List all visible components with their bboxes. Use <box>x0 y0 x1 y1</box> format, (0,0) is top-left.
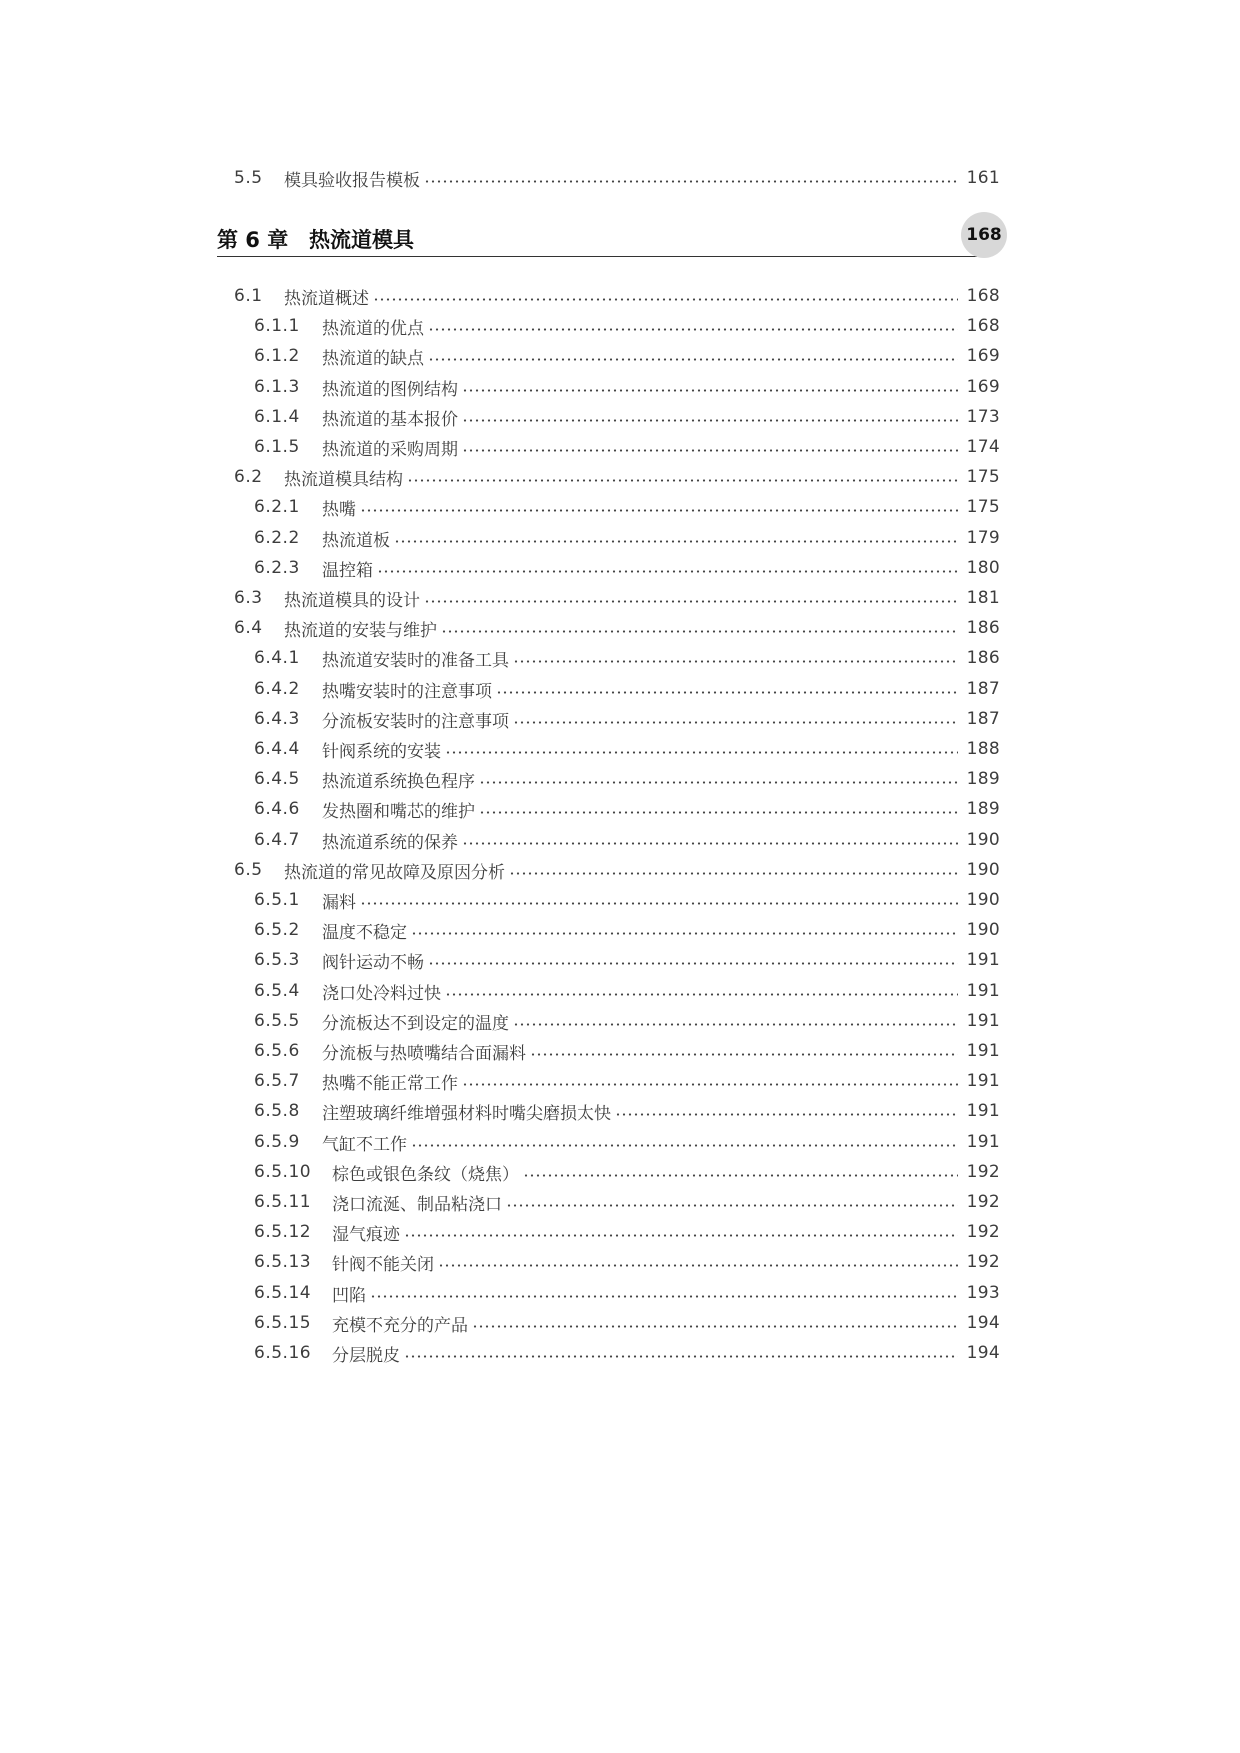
toc-entry[interactable] <box>0 885 1000 915</box>
dot-leader <box>496 691 958 694</box>
toc-entry-number: 6.1.1 <box>254 316 300 336</box>
toc-entry-title: 阀针运动不畅 <box>322 952 424 973</box>
toc-entry[interactable] <box>0 855 1000 885</box>
toc-entry[interactable] <box>0 402 1000 432</box>
toc-entry-page: 179 <box>966 528 1000 548</box>
dot-leader <box>370 1295 958 1298</box>
toc-entry-number: 6.2.1 <box>254 497 300 517</box>
dot-leader <box>513 1023 958 1026</box>
dot-leader <box>462 842 958 845</box>
toc-entry-page: 191 <box>966 1101 1000 1121</box>
toc-entry-title: 棕色或银色条纹（烧焦） <box>332 1164 519 1185</box>
toc-entry-title: 热流道的常见故障及原因分析 <box>284 862 505 883</box>
toc-entry-number: 6.5.15 <box>254 1313 312 1333</box>
dot-leader <box>479 811 958 814</box>
dot-leader <box>462 389 958 392</box>
toc-entry-title: 热流道的基本报价 <box>322 409 458 430</box>
toc-entry-number: 6.5.2 <box>254 920 300 940</box>
dot-leader <box>462 449 958 452</box>
dot-leader <box>513 721 958 724</box>
toc-entry-title: 充模不充分的产品 <box>332 1315 468 1336</box>
toc-entry-page: 169 <box>966 377 1000 397</box>
toc-entry-page: 193 <box>966 1283 1000 1303</box>
chapter-title: 热流道模具 <box>309 228 414 252</box>
toc-entry-title: 分流板与热喷嘴结合面漏料 <box>322 1043 526 1064</box>
toc-entry[interactable] <box>0 613 1000 643</box>
toc-entry-title: 热流道模具结构 <box>284 469 403 490</box>
toc-entry-title: 温度不稳定 <box>322 922 407 943</box>
toc-entry[interactable] <box>0 281 1000 311</box>
toc-entry-page: 191 <box>966 1071 1000 1091</box>
toc-entry-title: 分流板达不到设定的温度 <box>322 1013 509 1034</box>
toc-entry-number: 6.1.5 <box>254 437 300 457</box>
dot-leader <box>513 660 958 663</box>
toc-entry[interactable] <box>0 915 1000 945</box>
dot-leader <box>404 1234 958 1237</box>
toc-entry[interactable] <box>0 462 1000 492</box>
toc-entry-title: 热嘴安装时的注意事项 <box>322 681 492 702</box>
toc-entry[interactable] <box>0 583 1000 613</box>
toc-entry-number: 6.4.5 <box>254 769 300 789</box>
toc-entry-title: 浇口处冷料过快 <box>322 983 441 1004</box>
toc-entry-page: 190 <box>966 890 1000 910</box>
dot-leader <box>445 751 958 754</box>
toc-entry-title: 热流道的优点 <box>322 318 424 339</box>
toc-entry-number: 6.5 <box>234 860 263 880</box>
toc-entry[interactable] <box>0 734 1000 764</box>
toc-entry-title: 热流道系统换色程序 <box>322 771 475 792</box>
toc-entry-number: 6.5.3 <box>254 950 300 970</box>
toc-entry-number: 6.2.2 <box>254 528 300 548</box>
toc-entry-number: 6.5.12 <box>254 1222 312 1242</box>
toc-entry[interactable] <box>0 1127 1000 1157</box>
toc-entry-title: 热流道系统的保养 <box>322 832 458 853</box>
dot-leader <box>373 298 958 301</box>
toc-entry-number: 6.1.2 <box>254 346 300 366</box>
toc-entry-number: 6.5.16 <box>254 1343 312 1363</box>
toc-entry-number: 6.5.14 <box>254 1283 312 1303</box>
dot-leader <box>462 1083 958 1086</box>
toc-entry-number: 6.3 <box>234 588 263 608</box>
toc-entry-number: 6.5.5 <box>254 1011 300 1031</box>
toc-entry-page: 190 <box>966 860 1000 880</box>
toc-entry-number: 6.4.2 <box>254 679 300 699</box>
toc-entry-page: 189 <box>966 799 1000 819</box>
toc-entry-number: 6.5.11 <box>254 1192 312 1212</box>
toc-entry-page: 180 <box>966 558 1000 578</box>
toc-entry[interactable] <box>0 704 1000 734</box>
dot-leader <box>445 993 958 996</box>
toc-entry[interactable] <box>0 311 1000 341</box>
toc-entry-title: 针阀不能关闭 <box>332 1254 434 1275</box>
toc-entry[interactable] <box>0 1157 1000 1187</box>
toc-entry-number: 6.5.8 <box>254 1101 300 1121</box>
toc-entry[interactable] <box>0 1247 1000 1277</box>
toc-entry-page: 192 <box>966 1162 1000 1182</box>
toc-entry[interactable] <box>0 1066 1000 1096</box>
toc-entry[interactable] <box>0 1338 1000 1368</box>
dot-leader <box>479 781 958 784</box>
toc-entry[interactable] <box>0 1006 1000 1036</box>
toc-entry-title: 气缸不工作 <box>322 1134 407 1155</box>
dot-leader <box>615 1113 958 1116</box>
toc-entry[interactable] <box>0 1096 1000 1126</box>
toc-entry-page: 168 <box>966 316 1000 336</box>
toc-entry-number: 6.1.4 <box>254 407 300 427</box>
toc-entry-number: 6.2 <box>234 467 263 487</box>
toc-entry[interactable] <box>0 1187 1000 1217</box>
dot-leader <box>377 570 958 573</box>
toc-entry-number: 6.5.9 <box>254 1132 300 1152</box>
toc-entry-page: 187 <box>966 709 1000 729</box>
toc-entry-title: 湿气痕迹 <box>332 1224 400 1245</box>
toc-entry-number: 6.4.7 <box>254 830 300 850</box>
toc-entry[interactable] <box>0 764 1000 794</box>
toc-entry-page: 181 <box>966 588 1000 608</box>
toc-entry-number: 6.1 <box>234 286 263 306</box>
dot-leader <box>411 932 958 935</box>
toc-entry[interactable] <box>0 643 1000 673</box>
toc-entry-title: 热嘴不能正常工作 <box>322 1073 458 1094</box>
toc-entry-title: 凹陷 <box>332 1285 366 1306</box>
dot-leader <box>438 1264 958 1267</box>
toc-entry[interactable] <box>0 1278 1000 1308</box>
toc-entry[interactable] <box>0 976 1000 1006</box>
dot-leader <box>523 1174 958 1177</box>
toc-entry-page: 175 <box>966 467 1000 487</box>
toc-entry-page: 191 <box>966 1041 1000 1061</box>
toc-entry-page: 175 <box>966 497 1000 517</box>
toc-entry-page: 174 <box>966 437 1000 457</box>
toc-entry-title: 热流道的图例结构 <box>322 379 458 400</box>
toc-entry-page: 191 <box>966 950 1000 970</box>
toc-entry-page: 161 <box>966 168 1000 188</box>
toc-entry[interactable] <box>0 1036 1000 1066</box>
dot-leader <box>530 1053 958 1056</box>
toc-entry-page: 191 <box>966 981 1000 1001</box>
toc-entry-page: 173 <box>966 407 1000 427</box>
dot-leader <box>360 902 958 905</box>
dot-leader <box>506 1204 958 1207</box>
toc-entry-title: 模具验收报告模板 <box>284 170 420 191</box>
toc-entry[interactable] <box>0 1308 1000 1338</box>
toc-entry-number: 6.4.3 <box>254 709 300 729</box>
toc-entry-page: 168 <box>966 286 1000 306</box>
toc-entry-title: 热流道板 <box>322 530 390 551</box>
toc-entry[interactable] <box>0 163 1000 193</box>
toc-entry-number: 6.1.3 <box>254 377 300 397</box>
toc-entry-title: 发热圈和嘴芯的维护 <box>322 801 475 822</box>
toc-entry-page: 186 <box>966 618 1000 638</box>
toc-entry-title: 浇口流涎、制品粘浇口 <box>332 1194 502 1215</box>
toc-entry-page: 191 <box>966 1011 1000 1031</box>
toc-entry-page: 189 <box>966 769 1000 789</box>
dot-leader <box>462 419 958 422</box>
toc-entry[interactable] <box>0 553 1000 583</box>
toc-entry-number: 6.4.6 <box>254 799 300 819</box>
toc-entry-number: 6.5.6 <box>254 1041 300 1061</box>
toc-entry-title: 热嘴 <box>322 499 356 520</box>
toc-entry-number: 6.5.1 <box>254 890 300 910</box>
toc-entry-title: 热流道概述 <box>284 288 369 309</box>
toc-entry[interactable] <box>0 432 1000 462</box>
dot-leader <box>428 328 958 331</box>
dot-leader <box>411 1144 958 1147</box>
toc-entry-title: 分流板安装时的注意事项 <box>322 711 509 732</box>
toc-entry-title: 热流道的安装与维护 <box>284 620 437 641</box>
toc-entry-title: 热流道的采购周期 <box>322 439 458 460</box>
toc-entry-number: 6.2.3 <box>254 558 300 578</box>
toc-entry-number: 6.5.7 <box>254 1071 300 1091</box>
toc-entry-number: 5.5 <box>234 168 263 188</box>
dot-leader <box>472 1325 958 1328</box>
chapter-page-badge: 168 <box>961 212 1007 258</box>
toc-entry-page: 191 <box>966 1132 1000 1152</box>
toc-entry[interactable] <box>0 341 1000 371</box>
dot-leader <box>404 1355 958 1358</box>
toc-entry-page: 190 <box>966 920 1000 940</box>
toc-entry-page: 188 <box>966 739 1000 759</box>
toc-entry-page: 186 <box>966 648 1000 668</box>
toc-entry[interactable] <box>0 674 1000 704</box>
toc-entry[interactable] <box>0 1217 1000 1247</box>
dot-leader <box>360 509 958 512</box>
toc-entry-title: 热流道安装时的准备工具 <box>322 650 509 671</box>
toc-entry-number: 6.4.1 <box>254 648 300 668</box>
toc-entry-page: 194 <box>966 1343 1000 1363</box>
toc-entry-number: 6.5.4 <box>254 981 300 1001</box>
toc-entry-page: 187 <box>966 679 1000 699</box>
toc-entry-page: 169 <box>966 346 1000 366</box>
dot-leader <box>407 479 958 482</box>
toc-entry-page: 192 <box>966 1252 1000 1272</box>
chapter-heading[interactable] <box>217 218 977 257</box>
toc-entry[interactable] <box>0 825 1000 855</box>
toc-entry-title: 温控箱 <box>322 560 373 581</box>
dot-leader <box>394 540 958 543</box>
toc-entry[interactable] <box>0 945 1000 975</box>
dot-leader <box>424 180 958 183</box>
toc-entry-title: 分层脱皮 <box>332 1345 400 1366</box>
dot-leader <box>428 962 958 965</box>
toc-entry-title: 热流道的缺点 <box>322 348 424 369</box>
toc-entry-number: 6.5.13 <box>254 1252 312 1272</box>
toc-entry[interactable] <box>0 523 1000 553</box>
chapter-number: 第 6 章 <box>217 228 289 252</box>
dot-leader <box>428 358 958 361</box>
dot-leader <box>509 872 958 875</box>
toc-entry[interactable] <box>0 794 1000 824</box>
toc-entry-title: 热流道模具的设计 <box>284 590 420 611</box>
toc-entry-title: 针阀系统的安装 <box>322 741 441 762</box>
dot-leader <box>424 600 958 603</box>
toc-entry-title: 漏料 <box>322 892 356 913</box>
toc-entry-page: 192 <box>966 1192 1000 1212</box>
toc-entry[interactable] <box>0 492 1000 522</box>
toc-entry-number: 6.4 <box>234 618 263 638</box>
toc-entry-page: 194 <box>966 1313 1000 1333</box>
toc-entry-page: 192 <box>966 1222 1000 1242</box>
toc-entry-number: 6.4.4 <box>254 739 300 759</box>
dot-leader <box>441 630 958 633</box>
toc-entry-number: 6.5.10 <box>254 1162 312 1182</box>
toc-entry-title: 注塑玻璃纤维增强材料时嘴尖磨损太快 <box>322 1103 611 1124</box>
toc-entry[interactable] <box>0 372 1000 402</box>
toc-entry-page: 190 <box>966 830 1000 850</box>
